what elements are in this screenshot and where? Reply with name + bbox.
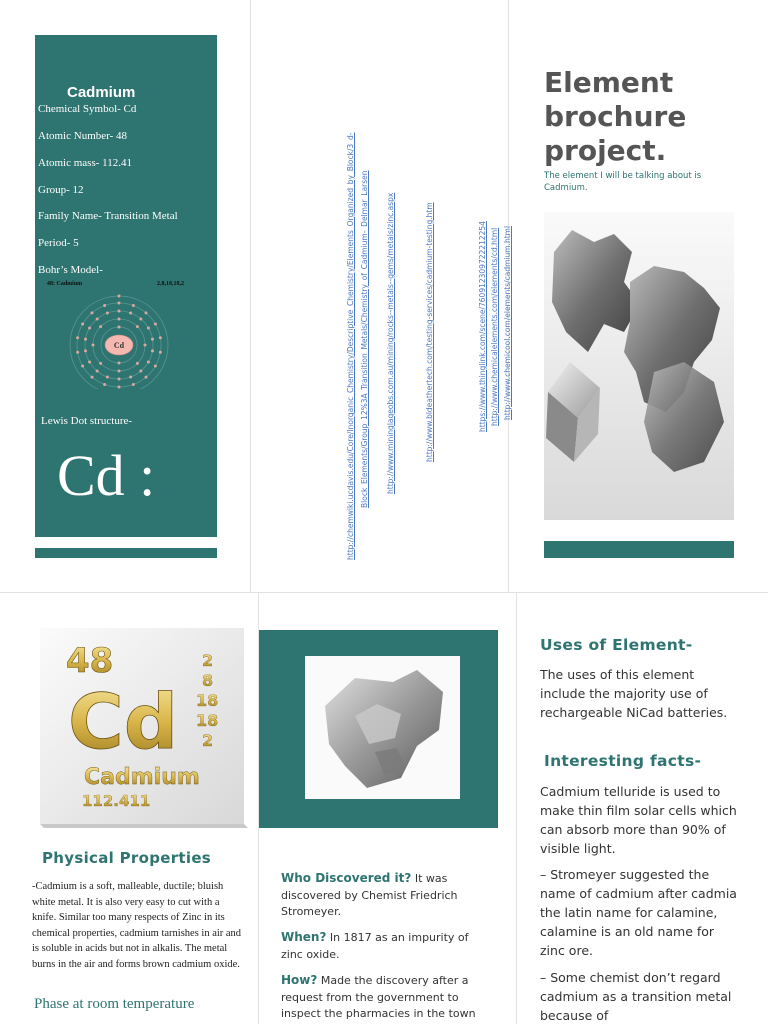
electron	[144, 344, 147, 347]
question-label: When?	[281, 930, 327, 944]
electron	[91, 311, 94, 314]
element-data-card	[35, 35, 217, 537]
fold-line	[516, 592, 517, 1024]
source-link[interactable]: http://www.bldeathertech.com/testing-services/cadmium-testing.htm	[425, 202, 434, 462]
source-link[interactable]: https://www.thinglink.com/scene/760912309722212254	[478, 221, 487, 432]
electron	[92, 344, 95, 347]
fact-item: – Stromeyer suggested the name of cadmium after cadmia the latin name for calamine, calamine is an old name for zinc ore.	[540, 867, 737, 958]
answer-text: It was discovered by Chemist Friedrich Stromeyer.	[281, 872, 458, 918]
cover-title: Element brochure project.	[544, 66, 687, 167]
electron	[118, 370, 121, 373]
electron	[154, 323, 157, 326]
question-label: How?	[281, 973, 318, 987]
electron	[84, 349, 87, 352]
fact-atomic-mass: Atomic mass- 112.41	[38, 157, 132, 169]
electron	[81, 365, 84, 368]
source-link[interactable]: http://www.chemicool.com/elements/cadmium.html	[503, 225, 512, 420]
answer-text: In 1817 as an impurity of zinc oxide.	[281, 931, 469, 961]
electron	[118, 326, 121, 329]
fact-bohr-label: Bohr’s Model-	[38, 264, 103, 276]
uses-heading: Uses of Element-	[540, 636, 693, 654]
bohr-caption-right: 2,8,18,18,2	[157, 281, 184, 287]
electron	[103, 383, 106, 386]
electron	[118, 362, 121, 365]
tile-name: Cadmium	[84, 765, 200, 790]
method-paragraph	[281, 972, 493, 1023]
lewis-dot-structure: Cd :	[57, 443, 156, 508]
electron	[81, 323, 84, 326]
fact-group: Group- 12	[38, 184, 84, 196]
electron	[132, 304, 135, 307]
nucleus-label: Cd	[113, 341, 125, 350]
lewis-label: Lewis Dot structure-	[41, 415, 133, 427]
physical-properties-text: -Cadmium is a soft, malleable, ductile; bluish white metal. It is also very easy to cut with a knife. Similar too many respects of Zinc in its chemical properties, cadmium tarnishes in air and is soluble in acids but not in alkalis. The metal burns in the air and forms brown cadmium oxide.	[32, 881, 242, 970]
bohr-model-diagram	[35, 277, 217, 389]
fact-item: – Some chemist don’t regard cadmium as a transition metal because of	[540, 970, 732, 1023]
electron	[159, 351, 162, 354]
electron	[118, 302, 121, 305]
electron	[145, 376, 148, 379]
electron	[136, 362, 139, 365]
source-link[interactable]: http://www.mininglaqeobs.com.au/mining/rocks--metals--gems/metals/zinc.aspx	[386, 192, 395, 494]
fact-period: Period- 5	[38, 237, 79, 249]
discoverer-paragraph	[281, 870, 493, 921]
physical-properties-heading: Physical Properties	[42, 849, 212, 867]
panel-footer-bar	[544, 541, 734, 558]
electron	[129, 375, 132, 378]
electron	[91, 376, 94, 379]
electron	[129, 312, 132, 315]
electron	[88, 361, 91, 364]
electron	[106, 375, 109, 378]
electron	[76, 336, 79, 339]
electron	[118, 318, 121, 321]
electron	[118, 386, 121, 389]
electron	[151, 338, 154, 341]
source-link[interactable]: Block_Elements/Group_12%3A_Transition_Metals/Chemistry_of_Cadmium-_Delmar_Larsen	[360, 170, 369, 508]
card-title: Cadmium	[67, 84, 136, 101]
cover-subtitle: The element I will be talking about is Cadmium.	[544, 171, 702, 193]
electron	[118, 310, 121, 313]
electron	[147, 361, 150, 364]
electron	[76, 351, 79, 354]
source-link[interactable]: http://chemwiki.ucdavis.edu/Core/Inorganic_Chemistry/Descriptive_Chemistry/Elements_Organized_by_Block/3_d-	[346, 132, 355, 560]
page-divider	[0, 592, 768, 593]
electron	[139, 370, 142, 373]
electron	[96, 317, 99, 320]
fold-line	[250, 0, 251, 592]
periodic-table-tile	[34, 628, 248, 828]
tile-shell: 2	[202, 731, 214, 750]
electron	[99, 325, 102, 328]
uses-text: The uses of this element include the majority use of rechargeable NiCad batteries.	[540, 667, 728, 720]
electron	[159, 336, 162, 339]
cadmium-nugget-photo	[305, 656, 460, 799]
tile-shell: 8	[202, 671, 214, 690]
fact-item: Cadmium telluride is used to make thin film solar cells which can absorb more than 90% of visible light.	[540, 784, 737, 856]
fact-atomic-number: Atomic Number- 48	[38, 130, 127, 142]
electron	[118, 295, 121, 298]
electron	[84, 338, 87, 341]
fact-family: Family Name- Transition Metal	[38, 210, 178, 222]
electron	[106, 312, 109, 315]
electron	[118, 378, 121, 381]
answer-text: Made the discovery after a request from the government to inspect the pharmacies in the town	[281, 974, 476, 1020]
electron	[88, 327, 91, 330]
date-paragraph	[281, 929, 493, 963]
electron	[139, 317, 142, 320]
tile-shell: 18	[196, 691, 219, 710]
electron	[96, 370, 99, 373]
fact-symbol: Chemical Symbol- Cd	[38, 103, 137, 115]
electron	[103, 304, 106, 307]
electron	[99, 362, 102, 365]
electron	[147, 327, 150, 330]
tile-mass: 112.411	[82, 792, 151, 810]
electron	[145, 311, 148, 314]
tile-symbol: Cd	[68, 677, 179, 766]
electron	[132, 383, 135, 386]
source-link[interactable]: http://www.chemicalelements.com/elements/cd.html	[490, 227, 499, 426]
tile-shell: 18	[196, 711, 219, 730]
question-label: Who Discovered it?	[281, 871, 412, 885]
facts-heading: Interesting facts-	[544, 752, 702, 770]
tile-shell: 2	[202, 651, 214, 670]
cadmium-metal-photo	[544, 212, 734, 520]
tile-number: 48	[66, 641, 114, 681]
electron	[151, 349, 154, 352]
electron	[136, 325, 139, 328]
bohr-caption-left: 48: Cadmium	[47, 281, 83, 287]
panel-footer-bar	[35, 548, 217, 558]
phase-heading: Phase at room temperature	[34, 996, 195, 1012]
electron	[154, 365, 157, 368]
